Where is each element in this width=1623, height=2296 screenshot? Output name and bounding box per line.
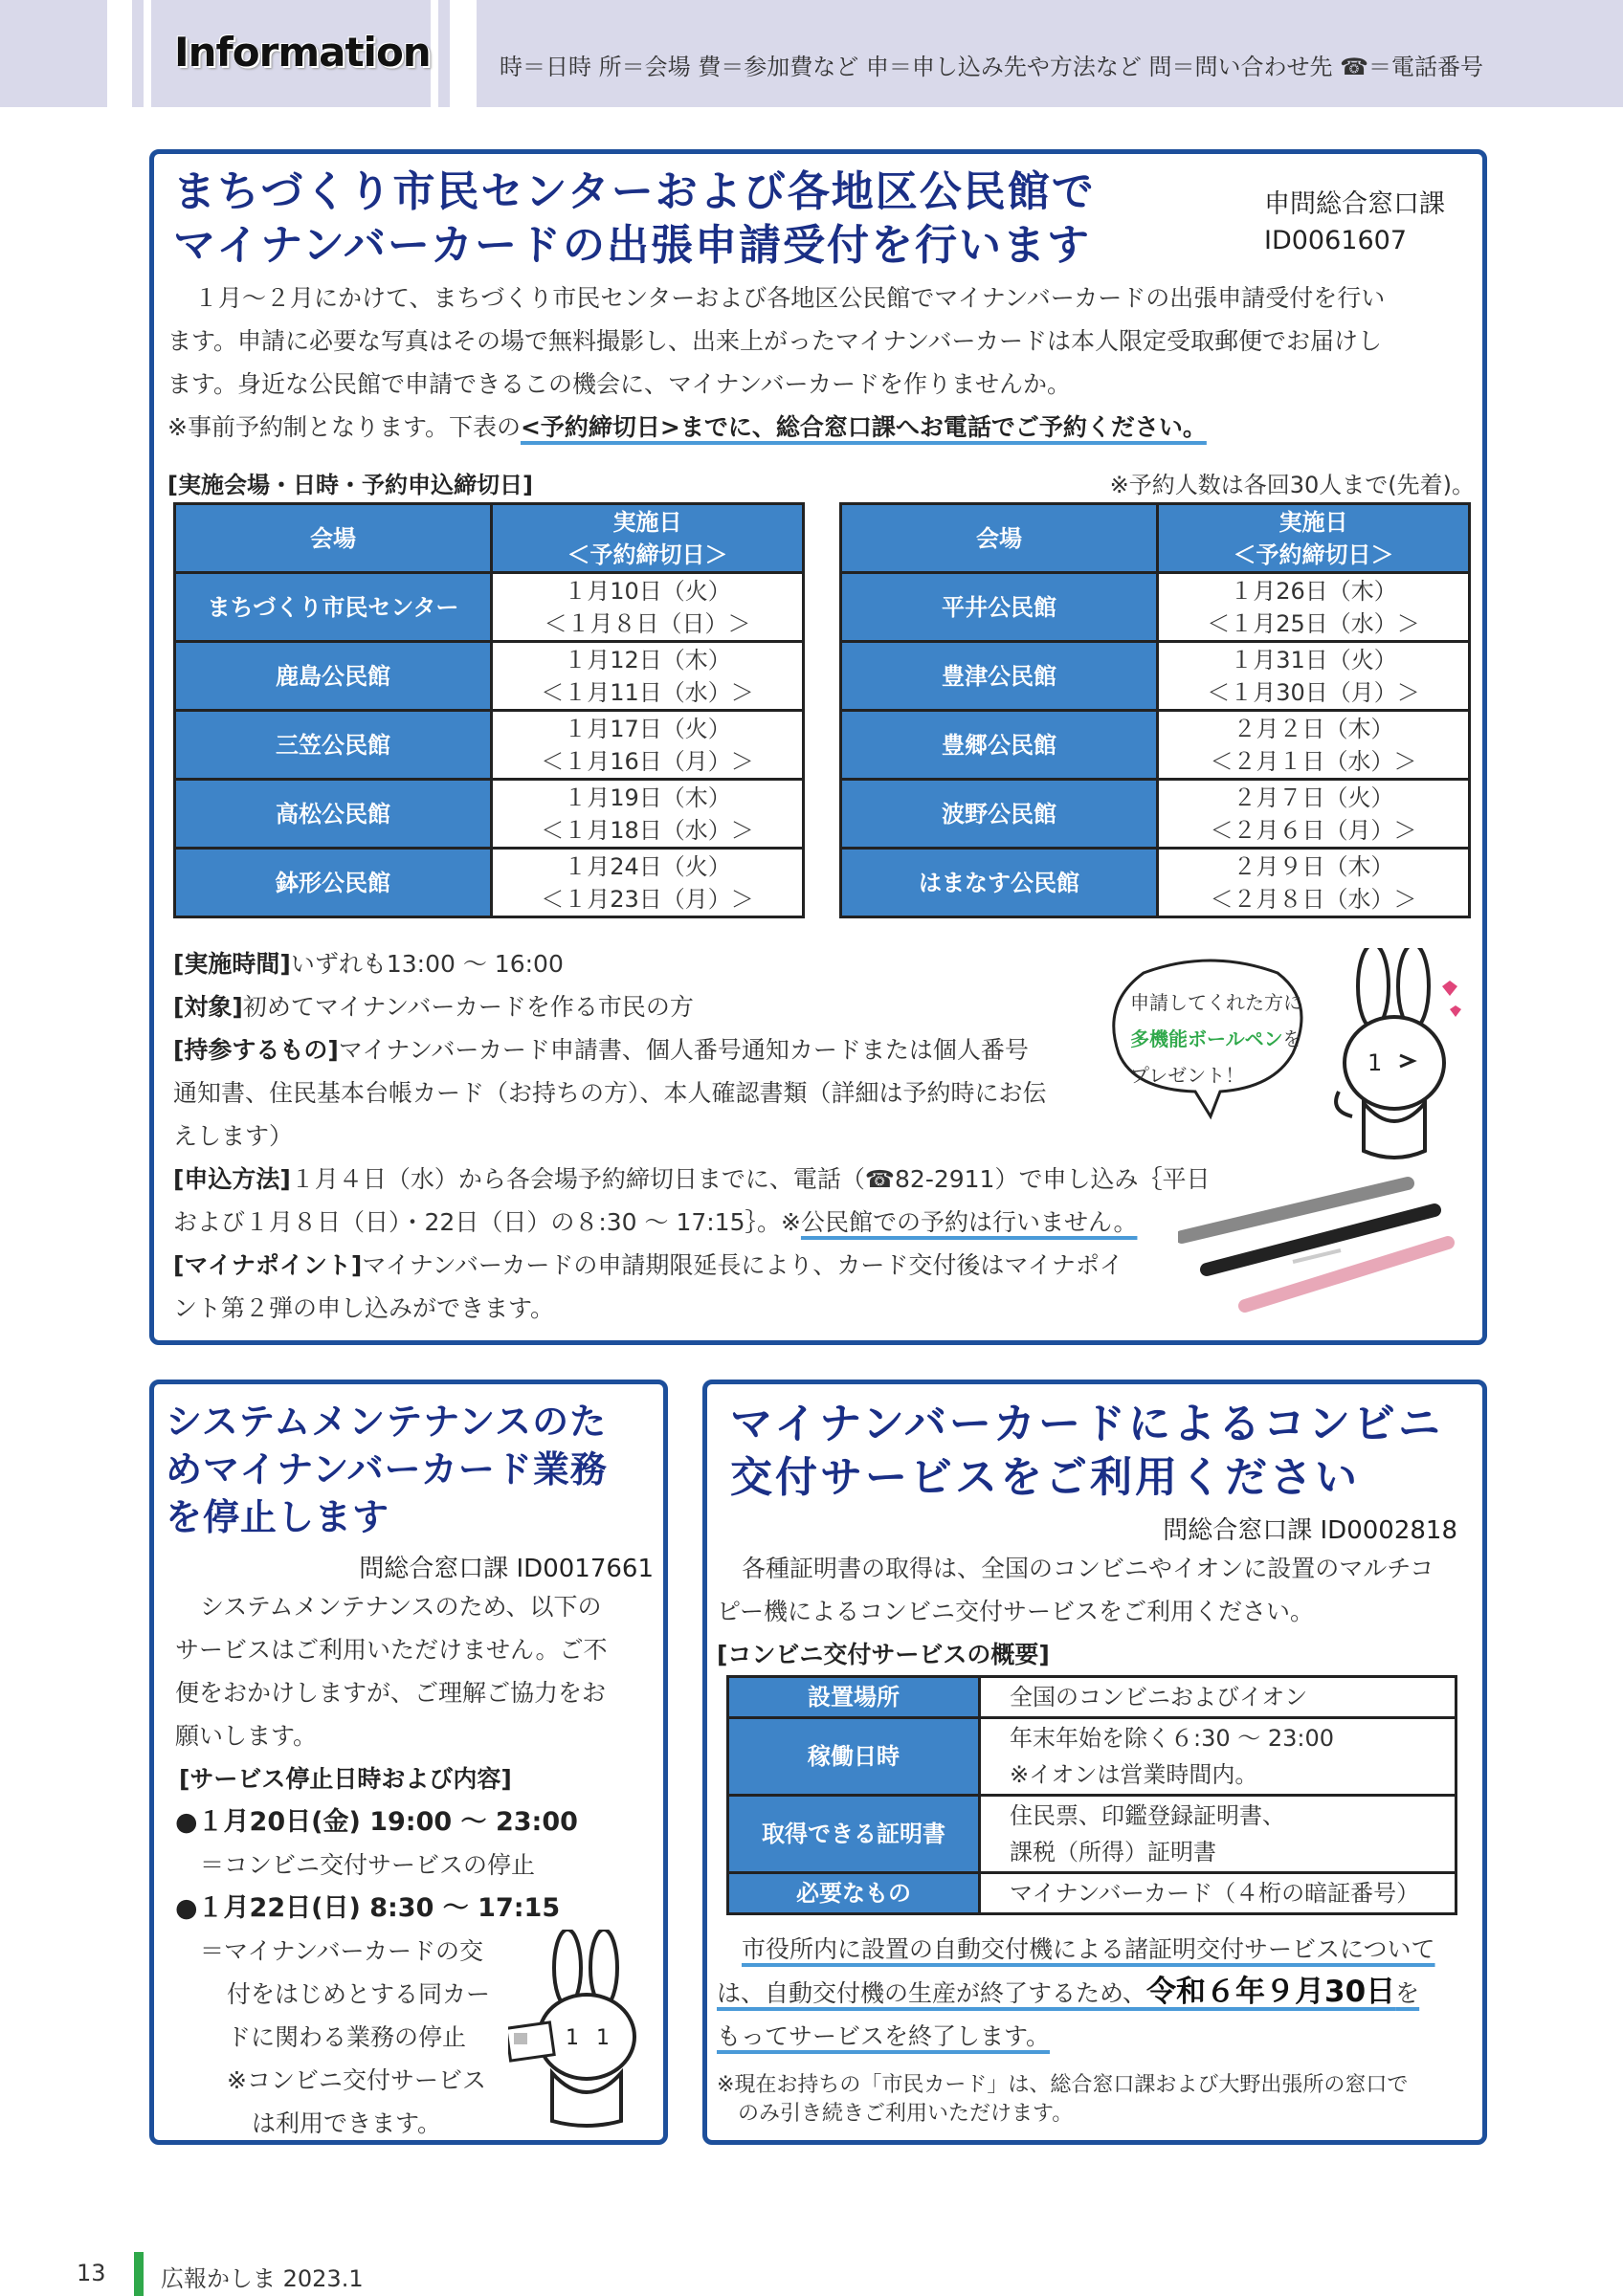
page-footer [0,2258,1623,2296]
date-cell: １月26日（木） ＜１月25日（水）＞ [1158,573,1470,642]
point-value: マイナンバーカードの申請期限延長により、カード交付後はマイナポイ [362,1251,1123,1279]
ballpoint-pens-icon [1178,1176,1456,1319]
stop-item-desc: ドに関わる業務の停止 [227,2023,467,2051]
rabbit-mascot-icon [1318,948,1471,1168]
rabbit-with-card-icon [508,1930,652,2130]
target-value: 初めてマイナンバーカードを作る市民の方 [242,993,694,1021]
venue-cell: はまなす公民館 [841,849,1158,917]
intro-line: 各種証明書の取得は、全国のコンビニやイオンに設置のマルチコ [742,1555,1434,1582]
point-label: [マイナポイント] [173,1251,363,1279]
end-notice: もってサービスを終了します。 [717,2022,1051,2050]
venue-cell: 波野公民館 [841,780,1158,849]
intro-line: ます。申請に必要な写真はその場で無料撮影し、出来上がったマイナンバーカードは本人限定受取郵便でお届けし [167,327,1383,355]
stop-item-date: ●１月22日(日) 8:30 ～ 17:15 [175,1893,561,1923]
date-cell: １月17日（火） ＜１月16日（月）＞ [492,711,804,780]
intro-line: 願いします。 [175,1722,318,1750]
col-venue-header: 会場 [841,504,1158,573]
end-notice: 市役所内に設置の自動交付機による諸証明交付サービスについて [742,1935,1435,1963]
intro-line: システムメンテナンスのため、以下の [200,1593,602,1621]
stop-item-desc: ＝コンビニ交付サービスの停止 [200,1851,536,1879]
bring-value: えします） [173,1122,294,1150]
venue-cell: 豊郷公民館 [841,711,1158,780]
date-cell: １月31日（火） ＜１月30日（月）＞ [1158,642,1470,711]
convenience-article [702,1380,1487,2145]
date-cell: １月10日（火） ＜１月８日（日）＞ [492,573,804,642]
intro-line: 便をおかけしますが、ご理解ご協力をお [175,1679,607,1707]
stop-item-note: は利用できます。 [252,2109,442,2137]
article-title: システムメンテナンスのた [166,1401,608,1443]
overview-label: 設置場所 [728,1677,980,1718]
contact: 問総合窓口課 ID0002818 [1163,1516,1457,1545]
time-value: いずれも13:00 ～ 16:00 [290,950,564,978]
date-cell: １月19日（木） ＜１月18日（水）＞ [492,780,804,849]
table-caption: [実施会場・日時・予約申込締切日] [167,472,533,498]
venue-cell: まちづくり市民センター [175,573,492,642]
table-note: ※予約人数は各回30人まで(先着)。 [1109,472,1475,498]
overview-label: 取得できる証明書 [728,1796,980,1873]
header-title: Information [174,29,431,76]
venue-cell: 平井公民館 [841,573,1158,642]
note-underlined: <予約締切日>までに、総合窓口課へお電話でご予約ください。 [520,413,1207,441]
svg-text:1: 1 [1367,1049,1383,1076]
overview-value: 住民票、印鑑登録証明書、 課税（所得）証明書 [980,1796,1456,1873]
date-cell: ２月２日（木） ＜２月１日（水）＞ [1158,711,1470,780]
article-title: 交付サービスをご利用ください [730,1453,1360,1502]
footer-accent-bar [134,2252,144,2296]
venue-cell: 鉢形公民館 [175,849,492,917]
header-legend: 時＝日時 所＝会場 費＝参加費など 申＝申し込み先や方法など 問＝問い合わせ先 ☎＝電話番号 [500,54,1484,80]
sub-caption: [サービス停止日時および内容] [179,1765,512,1793]
intro-line: １月～２月にかけて、まちづくり市民センターおよび各地区公民館でマイナンバーカードの出張申請受付を行い [194,284,1386,312]
contact-dept: 申問総合窓口課 [1264,189,1445,219]
date-cell: ２月９日（木） ＜２月８日（水）＞ [1158,849,1470,917]
end-date: 令和６年９月30日 [1146,1975,1396,2009]
overview-label: 必要なもの [728,1873,980,1914]
service-overview-table [726,1675,1457,1915]
header-band [0,0,107,107]
overview-value: マイナンバーカード（４桁の暗証番号） [980,1873,1456,1914]
article-title: まちづくり市民センターおよび各地区公民館で [173,167,1096,216]
svg-text:1: 1 [566,2026,579,2050]
article-title: めマイナンバーカード業務 [166,1448,608,1490]
col-venue-header: 会場 [175,504,492,573]
maintenance-article [149,1380,668,2145]
page-header [0,0,1623,107]
overview-label: 稼働日時 [728,1718,980,1796]
venue-cell: 高松公民館 [175,780,492,849]
date-cell: １月24日（火） ＜１月23日（月）＞ [492,849,804,917]
time-label: [実施時間] [173,950,291,978]
bring-value: 通知書、住民基本台帳カード（お持ちの方）、本人確認書類（詳細は予約時にお伝 [173,1079,1047,1107]
apply-value: １月４日（水）から各会場予約締切日までに、電話（☎82-2911）で申し込み｛平日 [290,1165,1211,1193]
sub-caption: [コンビニ交付サービスの概要] [717,1641,1050,1668]
intro-line: ピー機によるコンビニ交付サービスをご利用ください。 [717,1598,1315,1625]
venue-table-left [173,502,805,918]
stop-item-date: ●１月20日(金) 19:00 ～ 23:00 [175,1807,578,1837]
reservation-note [167,406,1478,449]
overview-value: 年末年始を除く６:30 ～ 23:00 ※イオンは営業時間内。 [980,1718,1456,1796]
header-band [132,0,144,107]
header-band [438,0,450,107]
apply-underlined: 公民館での予約は行いません。 [800,1208,1138,1236]
venue-cell: 三笠公民館 [175,711,492,780]
bubble-text: 申請してくれた方に 多機能ボールペンを プレゼント！ [1130,991,1302,1087]
bring-label: [持参するもの] [173,1036,339,1064]
footnote: ※現在お持ちの「市民カード」は、総合窓口課および大野出張所の窓口で のみ引き続きご利用いただけます。 [717,2073,1409,2126]
apply-value: および１月８日（日）・22日（日）の８:30 ～ 17:15｝。※ [173,1208,801,1236]
bring-value: マイナンバーカード申請書、個人番号通知カードまたは個人番号 [338,1036,1029,1064]
date-cell: １月12日（木） ＜１月11日（水）＞ [492,642,804,711]
venue-cell: 鹿島公民館 [175,642,492,711]
col-date-header: 実施日 ＜予約締切日＞ [492,504,804,573]
page-number: 13 [77,2260,106,2286]
overview-value: 全国のコンビニおよびイオン [980,1677,1456,1718]
col-date-header: 実施日 ＜予約締切日＞ [1158,504,1470,573]
intro-line: ます。身近な公民館で申請できるこの機会に、マイナンバーカードを作りませんか。 [167,370,1072,398]
stop-item-desc: 付をはじめとする同カー [227,1980,491,2008]
apply-label: [申込方法] [173,1165,291,1193]
target-label: [対象] [173,993,243,1021]
article-title: マイナンバーカードによるコンビニ [730,1400,1443,1448]
intro-line: サービスはご利用いただけません。ご不 [175,1636,608,1664]
note-prefix: ※事前予約制となります。下表の [167,413,521,441]
contact: 問総合窓口課 ID0017661 [359,1555,654,1583]
publication-name: 広報かしま 2023.1 [161,2265,364,2292]
date-cell: ２月７日（火） ＜２月６日（月）＞ [1158,780,1470,849]
stop-item-desc: ＝マイナンバーカードの交 [200,1937,484,1965]
contact-id: ID0061607 [1264,226,1408,255]
venue-table-right [839,502,1471,918]
venue-cell: 豊津公民館 [841,642,1158,711]
stop-item-note: ※コンビニ交付サービス [227,2066,486,2094]
end-notice: は、自動交付機の生産が終了するため、令和６年９月30日を [717,1975,1420,2009]
article-title: を停止します [166,1496,390,1538]
mynumber-article [149,149,1487,1345]
svg-text:1: 1 [596,2026,610,2050]
article-title: マイナンバーカードの出張申請受付を行います [173,221,1091,270]
point-value: ント第２弾の申し込みができます。 [173,1294,555,1322]
